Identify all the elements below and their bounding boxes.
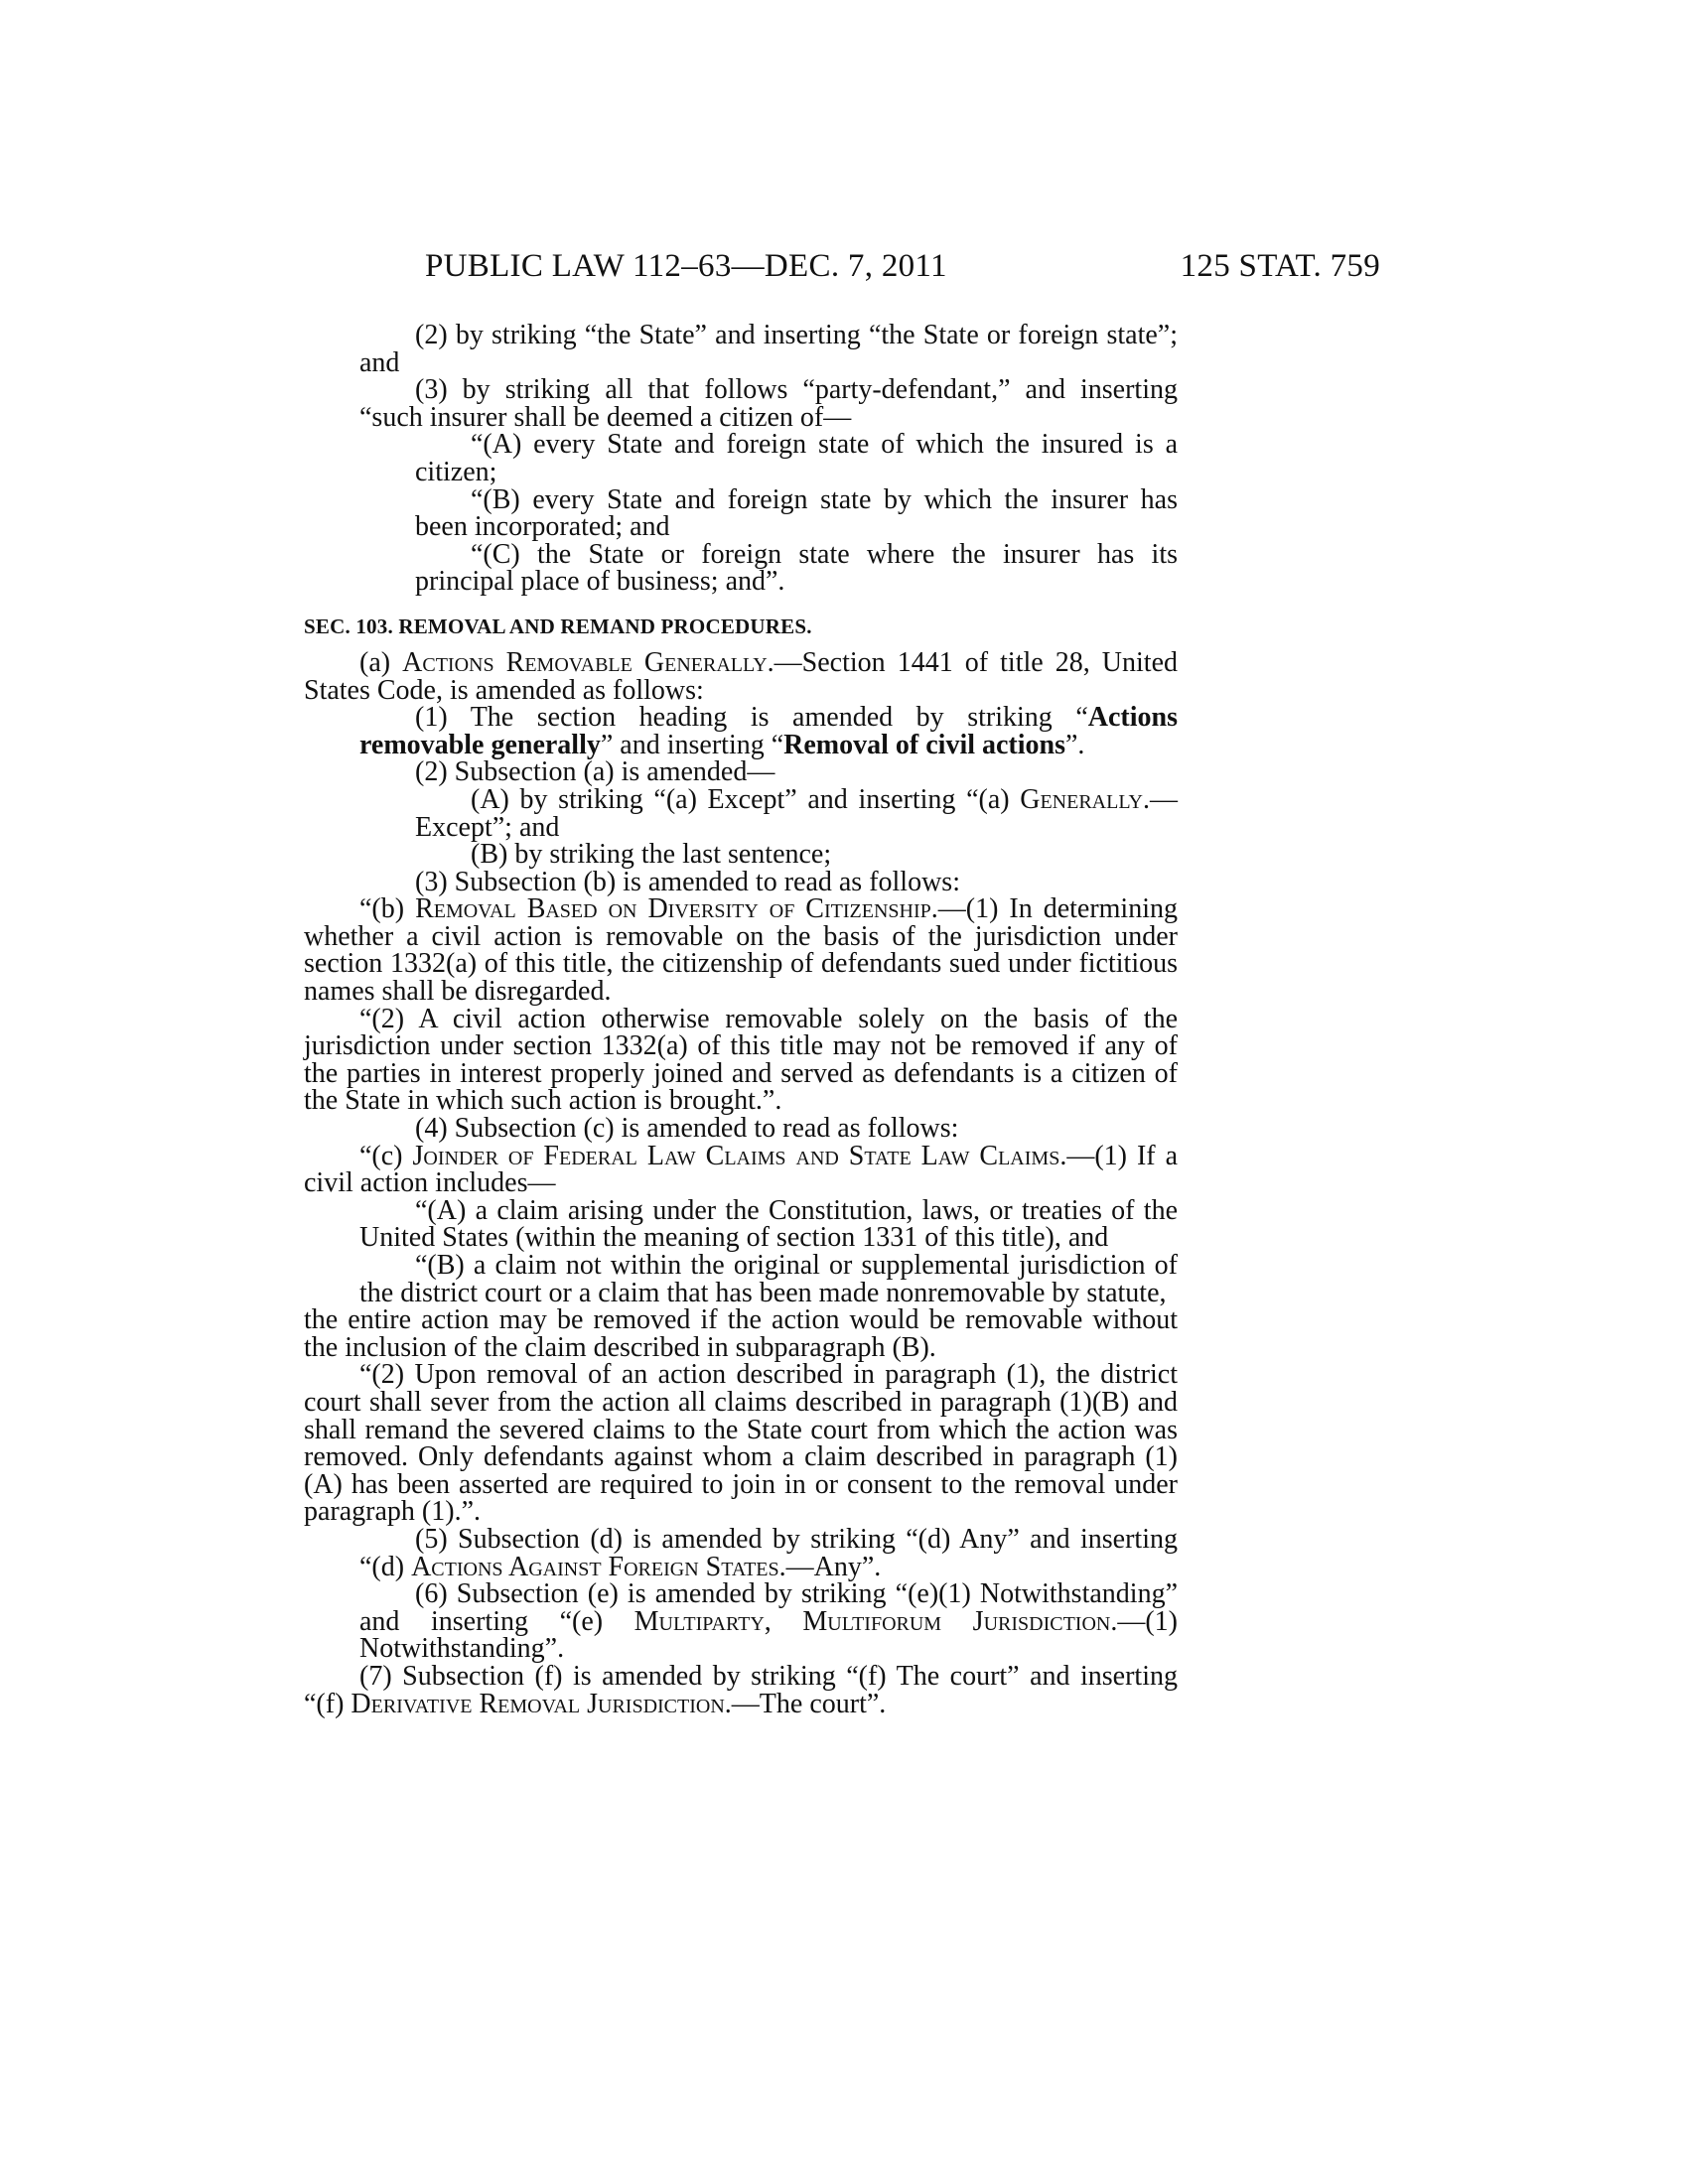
subsection-b-lead: “(b) bbox=[359, 893, 416, 925]
amendment-2a-heading: Generally bbox=[1020, 783, 1143, 815]
amendment-2a-text: .—Except”; and bbox=[415, 783, 1178, 843]
amendment-6 bbox=[304, 1580, 1178, 1663]
amendment-1-text-1: (1) The section heading is amended by striking “ bbox=[415, 702, 1088, 734]
subsection-c-heading: Joinder of Federal Law Claims and State Law Claims bbox=[412, 1140, 1060, 1171]
section-heading: SEC. 103. REMOVAL AND REMAND PROCEDURES. bbox=[304, 614, 812, 638]
amendment-6-heading: Multiparty, Multiforum Jurisdiction bbox=[633, 1605, 1111, 1637]
document-body bbox=[304, 322, 1178, 1717]
amendment-5-text: .—Any”. bbox=[778, 1551, 882, 1582]
amendment-5 bbox=[304, 1523, 1178, 1582]
amendment-1-bold-2: Removal of civil actions bbox=[783, 729, 1065, 760]
amendment-6-lead: (6) Subsection (e) is amended by striking “(e)(1) Notwithstanding” and inserting “(e) bbox=[359, 1578, 1178, 1637]
paragraph-a-lead: (a) bbox=[359, 646, 403, 678]
subsection-c bbox=[304, 1140, 1178, 1199]
paragraph-a bbox=[304, 646, 1179, 706]
amendment-7 bbox=[304, 1660, 1178, 1719]
paragraph-item-3: (3) by striking all that follows “party-defendant,” and inserting “such insurer shall be deemed a citizen of— bbox=[359, 374, 1178, 433]
subsection-b-2: “(2) A civil action otherwise removable solely on the basis of the jurisdiction under section 1332(a) of this title may not be removed if any of the parties in interest properly joined and served as defendants is a citizen of the State in which such action is brought.”. bbox=[304, 1003, 1178, 1117]
paragraph-item-2: (2) by striking “the State” and inserting “the State or foreign state”; and bbox=[359, 320, 1178, 378]
paragraph-a-heading: Actions Removable Generally bbox=[402, 646, 768, 678]
subsection-c-2: “(2) Upon removal of an action described in paragraph (1), the district court shall sever from the action all claims described in paragraph (1)(B) and shall remand the severed claims to the State court from which the action was removed. Only defendants against whom a claim described in paragraph (1)(A) has been asserted are required to join in or consent to the removal under paragraph (1).”. bbox=[304, 1359, 1178, 1528]
amendment-4: (4) Subsection (c) is amended to read as follows: bbox=[415, 1113, 959, 1145]
amendment-2b: (B) by striking the last sentence; bbox=[471, 839, 832, 871]
amendment-2a bbox=[304, 783, 1178, 843]
amendment-7-text: .—The court”. bbox=[724, 1688, 887, 1719]
amendment-1-text-3: ”. bbox=[1065, 729, 1085, 760]
amendment-1-bold-1: Actions removable generally bbox=[359, 702, 1178, 760]
paragraph-item-3c: “(C) the State or foreign state where the insurer has its principal place of business; and”. bbox=[415, 538, 1178, 598]
subsection-c-text: .—(1) If a civil action includes— bbox=[304, 1140, 1178, 1199]
subsection-b bbox=[304, 893, 1178, 1008]
amendment-6-text: .—(1) Notwithstanding”. bbox=[359, 1605, 1178, 1665]
subsection-c-lead: “(c) bbox=[359, 1140, 413, 1171]
statute-page-reference: 125 STAT. 759 bbox=[1180, 248, 1380, 284]
amendment-1 bbox=[304, 704, 1178, 758]
subsection-b-text: .—(1) In determining whether a civil action is removable on the basis of the jurisdiction under section 1332(a) of this title, the citizenship of defendants sued under fictitious names shall be disregarded. bbox=[304, 893, 1178, 1008]
subsection-c-a: “(A) a claim arising under the Constitution, laws, or treaties of the United States (within the meaning of section 1331 of this title), and bbox=[359, 1194, 1178, 1254]
amendment-2a-lead: (A) by striking “(a) Except” and inserting “(a) bbox=[471, 783, 1021, 815]
paragraph-item-3a: “(A) every State and foreign state of which the insured is a citizen; bbox=[415, 429, 1178, 487]
paragraph-a-text: .—Section 1441 of title 28, United States Code, is amended as follows: bbox=[304, 646, 1179, 706]
running-head: PUBLIC LAW 112–63—DEC. 7, 2011 bbox=[425, 248, 947, 284]
amendment-1-text-2: ” and inserting “ bbox=[600, 729, 784, 760]
amendment-2: (2) Subsection (a) is amended— bbox=[415, 756, 775, 788]
paragraph-item-3b: “(B) every State and foreign state by which the insurer has been incorporated; and bbox=[415, 483, 1178, 543]
amendment-3: (3) Subsection (b) is amended to read as follows: bbox=[415, 866, 960, 897]
amendment-7-lead: (7) Subsection (f) is amended by striking “(f) The court” and inserting “(f) bbox=[304, 1660, 1178, 1719]
amendment-7-heading: Derivative Removal Jurisdiction bbox=[351, 1688, 725, 1719]
page-header bbox=[298, 246, 1380, 286]
subsection-c-b: “(B) a claim not within the original or supplemental jurisdiction of the district court or a claim that has been made nonremovable by statute, bbox=[359, 1250, 1178, 1308]
amendment-5-lead: (5) Subsection (d) is amended by striking “(d) Any” and inserting “(d) bbox=[359, 1523, 1178, 1582]
subsection-b-heading: Removal Based on Diversity of Citizenship bbox=[415, 893, 931, 925]
amendment-5-heading: Actions Against Foreign States bbox=[411, 1551, 779, 1582]
subsection-c-flush-text: the entire action may be removed if the action would be removable without the inclusion of the claim described in subparagraph (B). bbox=[304, 1304, 1178, 1363]
